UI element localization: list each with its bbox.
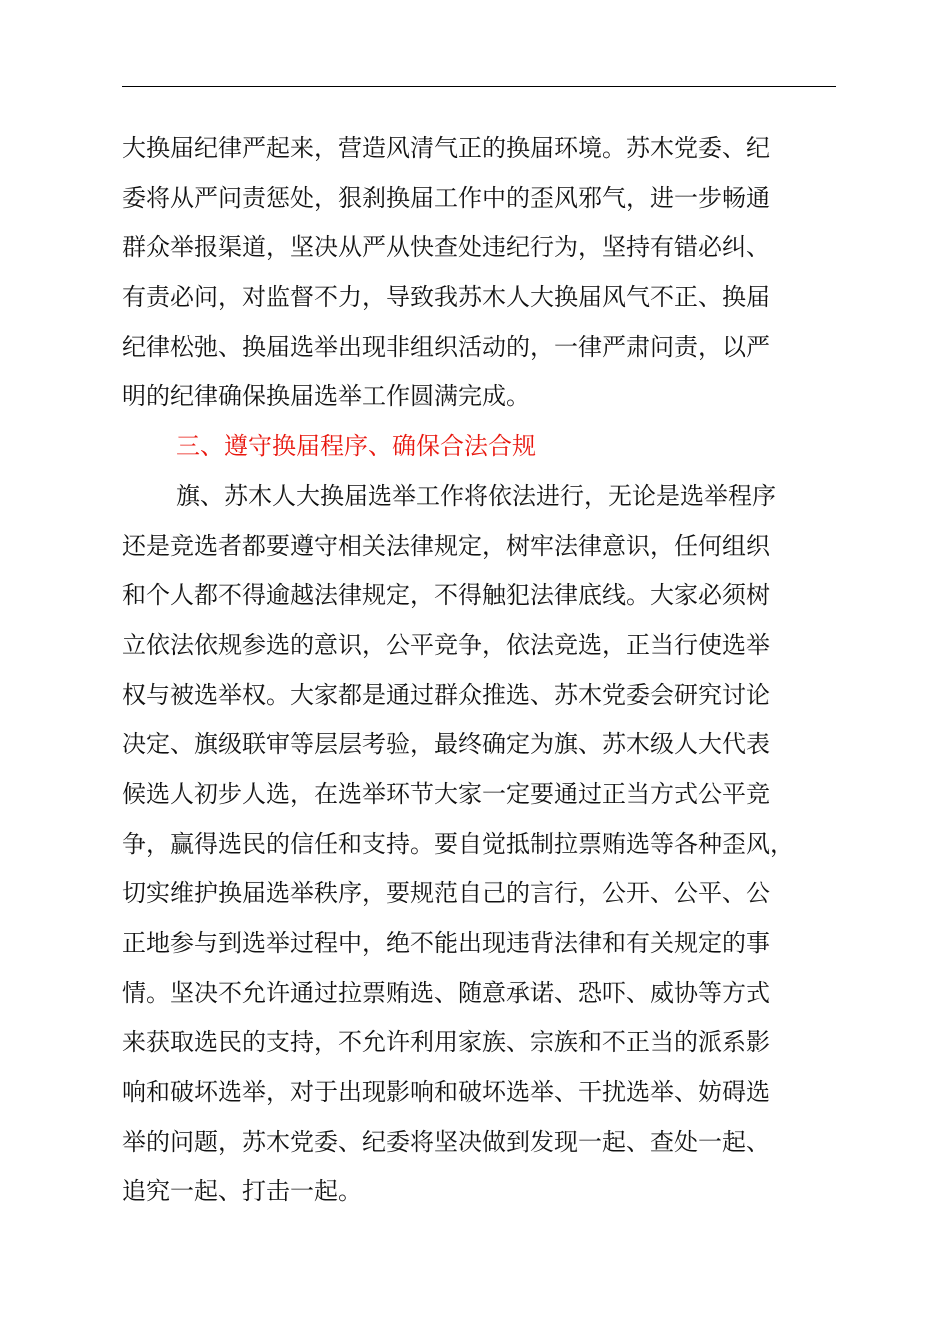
text-line: 大换届纪律严起来，营造风清气正的换届环境。苏木党委、纪: [122, 134, 770, 162]
section-heading: 三、遵守换届程序、确保合法合规: [176, 432, 536, 461]
text-line: 来获取选民的支持，不允许利用家族、宗族和不正当的派系影: [122, 1028, 770, 1057]
text-line: 明的纪律确保换届选举工作圆满完成。: [122, 382, 530, 411]
text-line: 追究一起、打击一起。: [122, 1177, 362, 1206]
text-line: 争，赢得选民的信任和支持。要自觉抵制拉票贿选等各种歪风，: [122, 829, 794, 858]
text-line: 候选人初步人选，在选举环节大家一定要通过正当方式公平竞: [122, 779, 770, 808]
text-line: 决定、旗级联审等层层考验，最终确定为旗、苏木级人大代表: [122, 730, 770, 759]
header-rule: [122, 86, 836, 87]
text-line: 立依法依规参选的意识，公平竞争，依法竞选，正当行使选举: [122, 630, 770, 659]
text-line: 权与被选举权。大家都是通过群众推选、苏木党委会研究讨论: [122, 680, 770, 709]
text-line: 有责必问，对监督不力，导致我苏木人大换届风气不正、换届: [122, 283, 770, 312]
text-line: 旗、苏木人大换届选举工作将依法进行，无论是选举程序: [176, 481, 776, 510]
text-line: 响和破坏选举，对于出现影响和破坏选举、干扰选举、妨碍选: [122, 1078, 770, 1107]
text-line: 和个人都不得逾越法律规定，不得触犯法律底线。大家必须树: [122, 581, 770, 610]
text-line: 举的问题，苏木党委、纪委将坚决做到发现一起、查处一起、: [122, 1127, 770, 1156]
paragraph: [122, 124, 862, 422]
text-line: 情。坚决不允许通过拉票贿选、随意承诺、恐吓、威协等方式: [122, 978, 770, 1007]
text-line: 还是竞选者都要遵守相关法律规定，树牢法律意识，任何组织: [122, 531, 770, 560]
text-line: 群众举报渠道，坚决从严从快查处违纪行为，坚持有错必纠、: [122, 233, 770, 262]
paragraph: [122, 472, 862, 1217]
text-line: 正地参与到选举过程中，绝不能出现违背法律和有关规定的事: [122, 929, 770, 957]
text-line: 切实维护换届选举秩序，要规范自己的言行，公开、公平、公: [122, 879, 770, 908]
text-line: 纪律松弛、换届选举出现非组织活动的，一律严肃问责，以严: [122, 332, 770, 361]
text-line: 委将从严问责惩处，狠刹换届工作中的歪风邪气，进一步畅通: [122, 183, 770, 212]
document-body: [122, 124, 862, 1217]
